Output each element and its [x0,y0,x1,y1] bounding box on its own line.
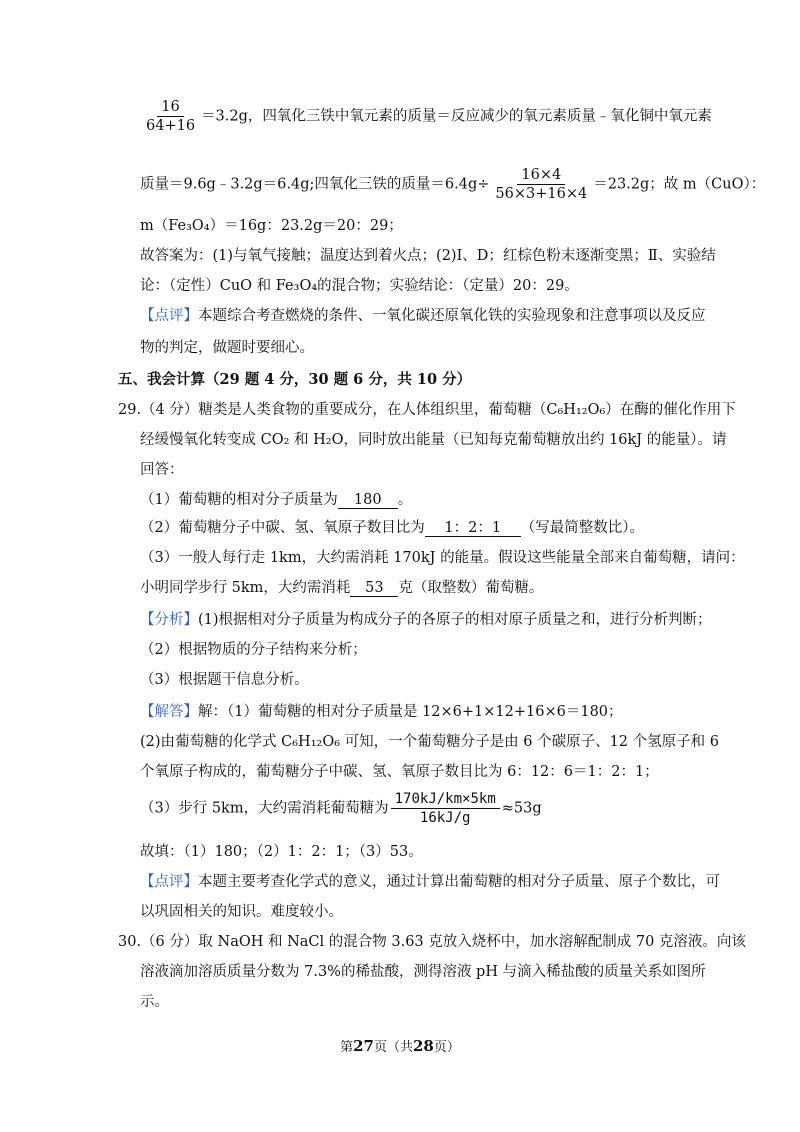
fraction-denominator: 16kJ/g [419,810,471,826]
line-text: （2）葡萄糖分子中碳、氢、氧原子数目比为 [140,520,425,536]
footer-mid: 页（共 [373,1040,413,1055]
analysis-line-2: （2）根据物质的分子结构来分析； [140,642,367,658]
answer-blank: 1：2：1 [425,520,521,537]
line-text: ＝23.2g；故 m（CuO）： [593,176,766,193]
page-number: 27 [353,1037,374,1055]
comment-2-line-2: 以巩固相关的知识。难度较小。 [140,904,343,920]
line-text: （1）葡萄糖的相对分子质量为 [140,492,338,508]
answer-blank: 53 [350,580,398,597]
line-text: ≈53g [501,800,542,817]
line-text: 。 [397,492,413,508]
page-total: 28 [413,1037,434,1055]
line-text: 本题综合考查燃烧的条件、一氧化碳还原氧化铁的实验现象和注意事项以及反应 [198,308,706,324]
analysis-tag: 【分析】 [140,612,198,628]
fraction-numerator: 16 [157,98,183,117]
question-29-line-1: 29.（4 分）糖类是人类食物的重要成分，在人体组织里，葡萄糖（C₆H₁₂O₆）在酶的催化作用下 [118,402,736,418]
solution-line-4 [140,790,542,827]
question-29-line-2: 经缓慢氧化转变成 CO₂ 和 H₂O，同时放出能量（已知每克葡萄糖放出约 16kJ 的能量）。请 [140,432,727,448]
analysis-line-3: （3）根据题干信息分析。 [140,672,309,688]
analysis-line-1 [140,610,712,630]
question-29-part-3-line-2 [140,578,543,598]
question-30-line-3: 示。 [140,994,169,1010]
question-29-part-2 [140,518,644,538]
comment-tag: 【点评】 [140,308,198,324]
question-29-part-1 [140,490,412,510]
line-3: m（Fe₃O₄）＝16g：23.2g＝20：29； [140,218,403,234]
fraction-oxygen-ratio [142,98,199,135]
comment-line-2: 物的判定，做题时要细心。 [140,340,314,356]
line-text: 克（取整数）葡萄糖。 [398,580,544,596]
fraction-fe3o4 [491,166,591,203]
question-30-line-2: 溶液滴加溶质质量分数为 7.3%的稀盐酸，测得溶液 pH 与滴入稀盐酸的质量关系如图所 [140,964,706,980]
line-text: （3）步行 5km，大约需消耗葡萄糖为 [140,800,389,817]
solution-line-3: 个氧原子构成的，葡萄糖分子中碳、氢、氧原子数目比为 6：12：6＝1：2：1； [140,764,659,780]
fraction-denominator: 64+16 [146,118,196,134]
question-29-line-3: 回答： [140,462,184,478]
page-footer [0,1036,800,1055]
solution-tag: 【解答】 [140,704,198,720]
fraction-glucose [391,790,500,827]
answer-summary-line-2: 论：（定性）CuO 和 Fe₃O₄的混合物；实验结论：（定量）20：29。 [140,278,579,294]
line-1 [140,98,712,135]
solution-line-1 [140,702,623,722]
line-text: (1)根据相对分子质量为构成分子的各原子的相对原子质量之和，进行分析判断； [198,612,712,628]
footer-prefix: 第 [340,1040,354,1055]
fraction-numerator: 16×4 [517,166,565,185]
question-29-part-3-line-1: （3）一般人每行走 1km，大约需消耗 170kJ 的能量。假设这些能量全部来自葡萄糖，请问： [140,550,745,566]
comment-tag: 【点评】 [140,874,198,890]
fraction-denominator: 56×3+16×4 [495,186,588,202]
footer-suffix: 页） [433,1040,460,1055]
line-text: 质量＝9.6g﹣3.2g＝6.4g;四氧化三铁的质量＝6.4g÷ [140,176,490,193]
line-text: （写最简整数比）。 [520,520,644,536]
comment-line-1 [140,306,706,326]
solution-line-2: (2)由葡萄糖的化学式 C₆H₁₂O₆ 可知，一个葡萄糖分子是由 6 个碳原子、12 个氢原子和 6 [140,734,719,750]
answer-summary-line-1: 故答案为：(1)与氧气接触；温度达到着火点；(2)Ⅰ、D；红棕色粉末逐渐变黑；Ⅱ、实验结 [140,248,716,264]
comment-2-line-1 [140,872,720,892]
line-text: 解：（1）葡萄糖的相对分子质量是 12×6+1×12+16×6＝180； [198,704,623,720]
section-heading: 五、我会计算（29 题 4 分，30 题 6 分，共 10 分） [118,371,472,388]
line-text: 小明同学步行 5km，大约需消耗 [140,580,351,596]
answer-blank: 180 [338,492,398,509]
fill-answer-line: 故填：（1）180；（2）1：2：1；（3）53。 [140,844,423,860]
question-30-line-1: 30.（6 分）取 NaOH 和 NaCl 的混合物 3.63 克放入烧杯中，加水溶解配制成 70 克溶液。向该 [118,934,746,950]
fraction-numerator: 170kJ/km×5km [391,790,500,809]
line-text: 本题主要考查化学式的意义，通过计算出葡萄糖的相对分子质量、原子个数比，可 [198,874,720,890]
line-2 [140,166,765,203]
line-text: ＝3.2g，四氧化三铁中氧元素的质量＝反应减少的氧元素质量﹣氧化铜中氧元素 [201,108,712,125]
